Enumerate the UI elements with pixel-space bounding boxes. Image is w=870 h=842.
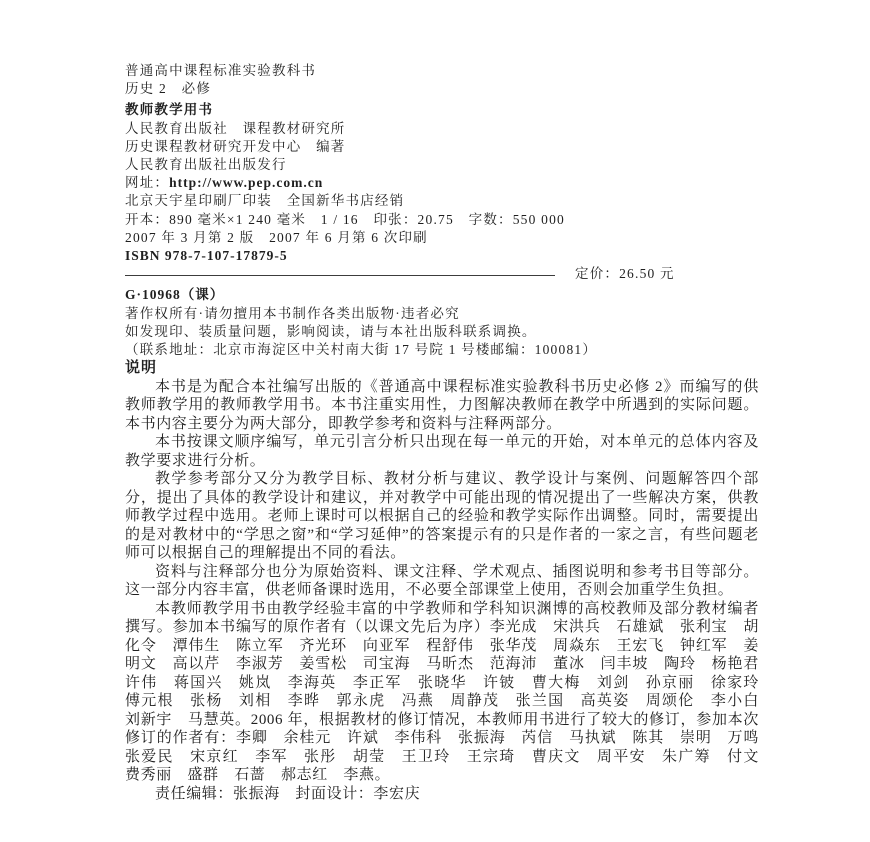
price-line [125, 265, 759, 283]
rights-line: 著作权所有·请勿擅用本书制作各类出版物·违者必究 [125, 305, 460, 321]
catalog-number: G·10968（课） [125, 287, 225, 303]
edition-line: 2007 年 3 月第 2 版 2007 年 6 月第 6 次印刷 [125, 229, 428, 245]
notes-paragraph: 教学参考部分又分为教学目标、教材分析与建议、教学设计与案例、问题解答四个部分，提出了具体的教学设计和建议，并对教学中可能出现的情况提出了一些解决方案，供教师教学过程中选用。老师上课时可以根据自己的经验和教学实际作出调整。同时，需要提出的是对教材中的“学思之窗”和“学习延伸”的答案提示有的只是作者的一家之言，有些问题老师可以根据自己的理解提出不同的看法。 [125, 471, 759, 562]
price-rule [125, 275, 555, 276]
notes-heading: 说明 [125, 360, 158, 377]
quality-notice: 如发现印、装质量问题，影响阅读，请与本社出版科联系调换。 [125, 323, 537, 339]
imprint-block [125, 62, 759, 359]
notes-section [125, 359, 775, 803]
credits-line: 责任编辑：张振海 封面设计：李宏庆 [155, 785, 421, 802]
format-line: 开本：890 毫米×1 240 毫米 1 / 16 印张：20.75 字数：550 000 [125, 211, 565, 227]
subject-title: 历史 2 必修 [125, 81, 212, 97]
notes-paragraph: 本书按课文顺序编写，单元引言分析只出现在每一单元的开始，对本单元的总体内容及教学要求进行分析。 [125, 434, 759, 469]
website-line [125, 174, 759, 192]
notes-body [125, 378, 775, 804]
website-label: 网址： [125, 175, 170, 191]
isbn-line: ISBN 978-7-107-17879-5 [125, 248, 288, 264]
notes-paragraph: 资料与注释部分也分为原始资料、课文注释、学术观点、插图说明和参考书目等部分。这一部分内容丰富，供老师备课时选用，不必要全部课堂上使用，否则会加重学生负担。 [125, 563, 759, 599]
series-title: 普通高中课程标准实验教科书 [125, 63, 317, 78]
publisher-line: 人民教育出版社 课程教材研究所 [125, 120, 346, 136]
notes-paragraph: 本教师教学用书由教学经验丰富的中学教师和学科知识渊博的高校教师及部分教材编者撰写。参加本书编写的原作者有（以课文先后为序）李光成 宋洪兵 石雄斌 张利宝 胡化令 潭伟生 陈立军 齐光环 向亚军 程舒伟 张华茂 周焱东 王宏飞 钟红军 姜明文 高以芹 李淑芳 姜雪松 司宝海 马昕杰 范海沛 董冰 闫丰坡 陶玲 杨艳君 许伟 蒋国兴 姚岚 李海英 李正军 张晓华 许铍 曹大梅 刘剑 孙京丽 徐家玲 傅元根 张杨 刘相 李晔 郭永虎 冯燕 周静茂 张兰国 高英姿 周颂伦 李小白 刘新宇 马慧英。2006 年，根据教材的修订情况，本教师用书进行了较大的修订，参加本次修订的作者有：李卿 余桂元 许斌 李伟科 张振海 芮信 马执斌 陈其 崇明 万鸣 张爱民 宋京红 李军 张彤 胡莹 王卫玲 王宗琦 曹庆文 周平安 朱广筹 付文 费秀丽 盛群 石蔷 郝志红 李燕。 [125, 600, 775, 784]
website-url: http://www.pep.com.cn [169, 175, 324, 191]
editor-line: 历史课程教材研究开发中心 编著 [125, 138, 346, 154]
contact-line: （联系地址：北京市海淀区中关村南大街 17 号院 1 号楼邮编：100081） [125, 342, 598, 358]
page-content [125, 62, 775, 803]
price-label: 定价：26.50 元 [575, 266, 675, 282]
notes-paragraph: 本书是为配合本社编写出版的《普通高中课程标准实验教科书历史必修 2》而编写的供教师教学用的教师教学用书。本书注重实用性，力图解决教师在教学中所遇到的实际问题。本书内容主要分为两大部分，即教学参考和资料与注释两部分。 [125, 378, 759, 432]
printing-line: 北京天宇星印刷厂印装 全国新华书店经销 [125, 193, 405, 209]
distribution-line: 人民教育出版社出版发行 [125, 157, 287, 173]
book-type: 教师教学用书 [125, 102, 214, 118]
